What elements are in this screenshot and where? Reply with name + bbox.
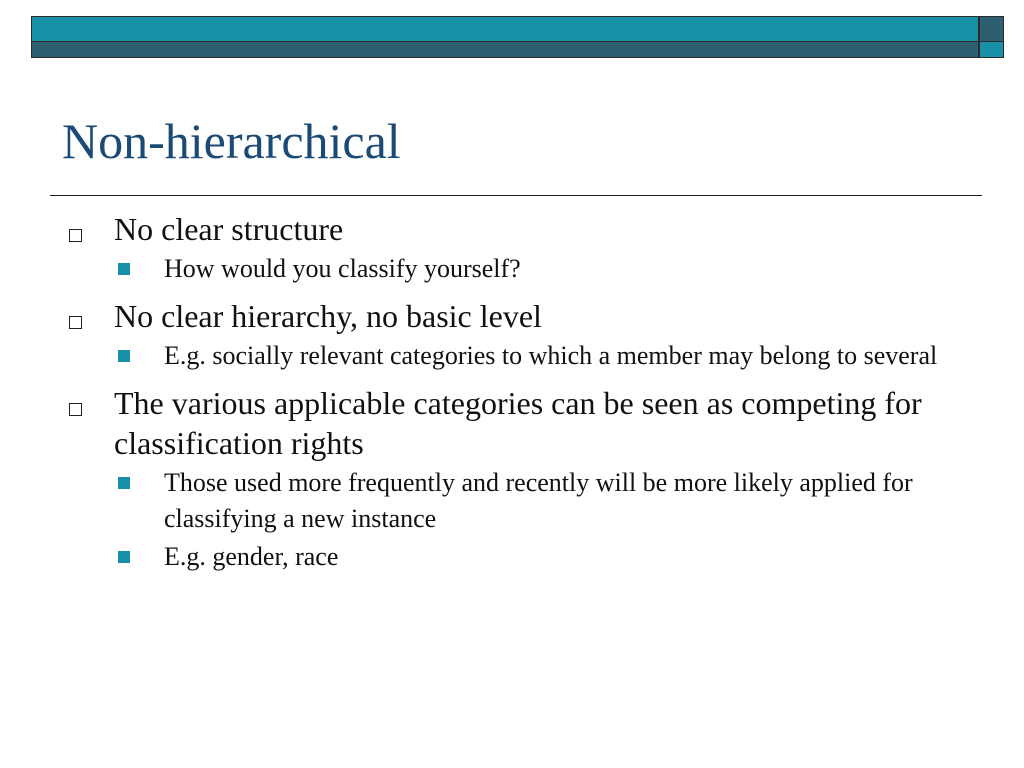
slide-title: Non-hierarchical xyxy=(62,113,401,169)
sub-bullet-item xyxy=(0,251,1024,287)
bullet-item xyxy=(0,383,1024,463)
bullet-text: No clear structure xyxy=(114,211,344,247)
filled-square-bullet-icon xyxy=(118,350,130,362)
sub-bullet-text: Those used more frequently and recently will be more likely applied for classifying a new instance xyxy=(164,468,913,533)
header-corner-box xyxy=(979,16,1004,58)
sub-bullet-text: E.g. gender, race xyxy=(164,542,339,571)
filled-square-bullet-icon xyxy=(118,477,130,489)
hollow-square-bullet-icon xyxy=(69,403,82,416)
bullet-item xyxy=(0,209,1024,249)
filled-square-bullet-icon xyxy=(118,263,130,275)
hollow-square-bullet-icon xyxy=(69,316,82,329)
bullet-item xyxy=(0,296,1024,336)
filled-square-bullet-icon xyxy=(118,551,130,563)
bullet-text: The various applicable categories can be seen as competing for classification rights xyxy=(114,385,922,461)
sub-bullet-text: How would you classify yourself? xyxy=(164,254,521,283)
bullet-text: No clear hierarchy, no basic level xyxy=(114,298,542,334)
header-banner xyxy=(31,16,979,58)
sub-bullet-item xyxy=(0,338,1024,374)
hollow-square-bullet-icon xyxy=(69,229,82,242)
sub-bullet-item xyxy=(0,539,1024,575)
bullet-list xyxy=(0,209,1024,575)
sub-bullet-text: E.g. socially relevant categories to which a member may belong to several xyxy=(164,341,938,370)
sub-bullet-item xyxy=(0,465,1024,537)
title-divider xyxy=(50,195,982,196)
